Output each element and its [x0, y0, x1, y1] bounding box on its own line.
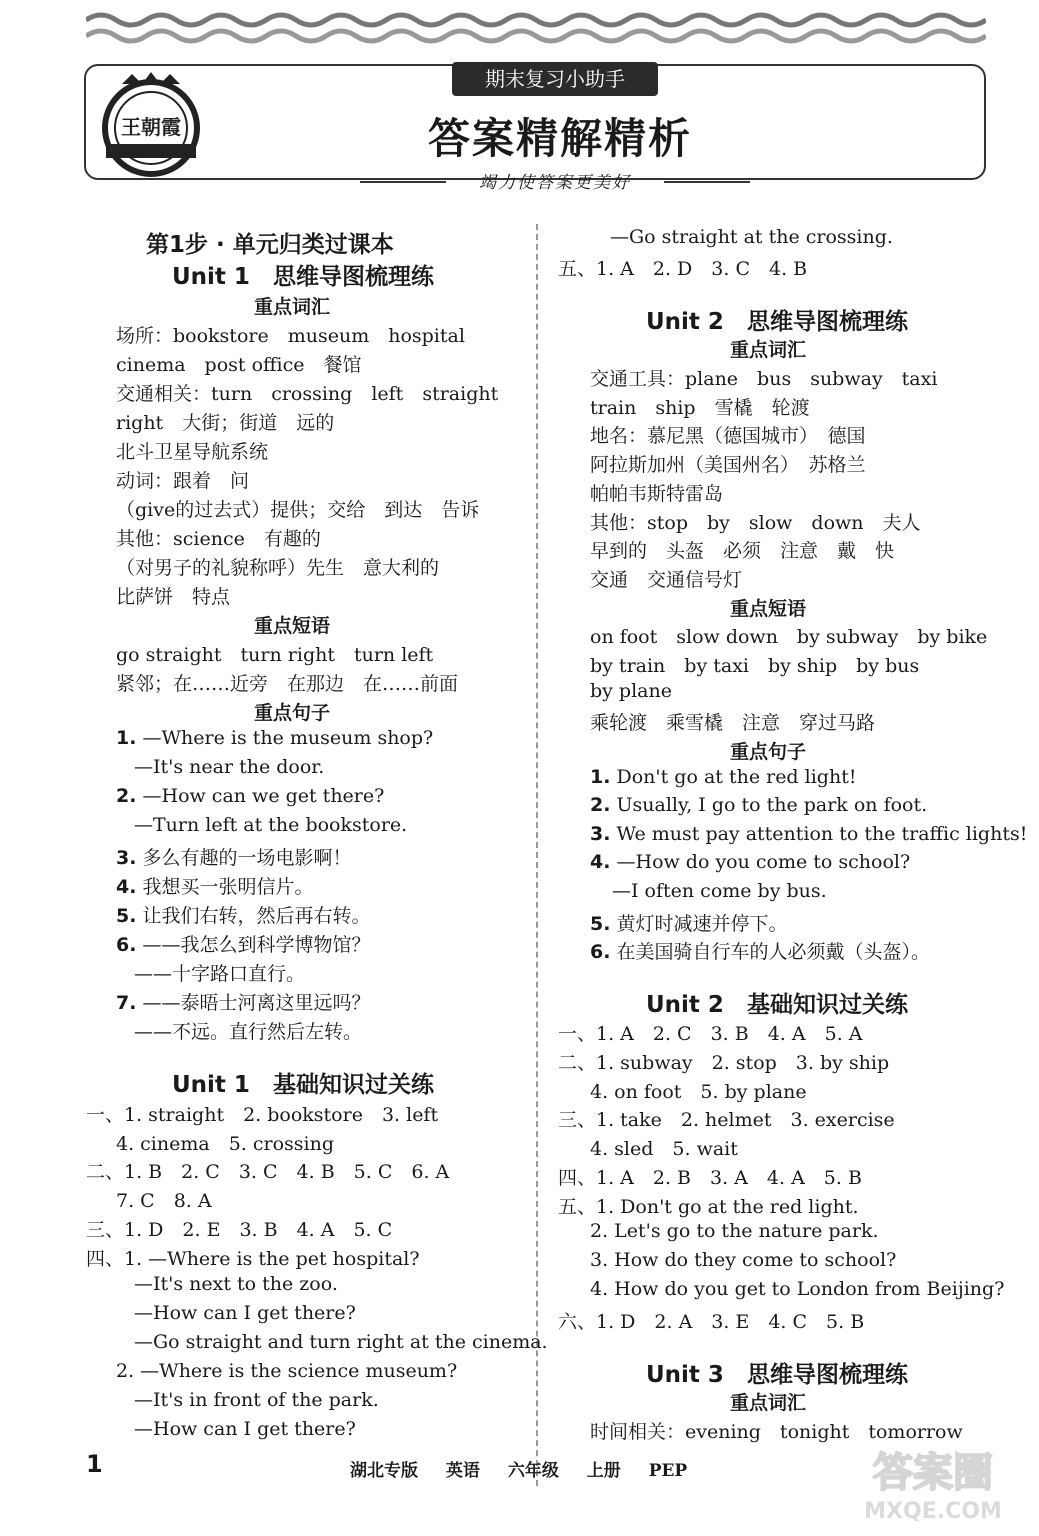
line-text: Unit 1 思维导图梳理练 [172, 264, 434, 290]
text-line [134, 1017, 362, 1044]
text-line [590, 794, 927, 816]
text-line [116, 785, 384, 807]
watermark-url: MXQE.COM [864, 1499, 1002, 1524]
line-text: right 大街；街道 远的 [116, 412, 335, 434]
line-text: —Turn left at the bookstore. [134, 814, 408, 836]
line-text: 7. C 8. A [116, 1190, 212, 1212]
text-line [134, 756, 324, 778]
line-text: Usually, I go to the park on foot. [616, 794, 928, 816]
item-number: 4. [590, 851, 611, 873]
item-number: 3. [116, 847, 137, 869]
line-text: 3. How do they come to school? [590, 1249, 897, 1271]
section-heading [172, 1066, 434, 1099]
text-line [86, 1215, 392, 1242]
line-text: —Go straight and turn right at the cinema. [134, 1331, 548, 1353]
text-line [590, 651, 919, 678]
line-text: 场所：bookstore museum hospital [116, 325, 465, 347]
text-line [116, 1360, 457, 1382]
line-text: —Where is the museum shop? [142, 727, 434, 749]
line-text: ——十字路口直行。 [134, 963, 306, 985]
text-line [590, 823, 1027, 845]
line-text: 北斗卫星导航系统 [116, 441, 269, 463]
text-line [116, 524, 321, 551]
line-text: （对男子的礼貌称呼）先生 意大利的 [116, 557, 440, 579]
footer-edition: 湖北专版 [350, 1461, 418, 1481]
text-line [116, 727, 433, 749]
line-text: 四、1. —Where is the pet hospital? [86, 1248, 420, 1270]
footer-grade: 六年级 [507, 1461, 559, 1481]
subsection-heading [730, 737, 806, 764]
line-text: 我想买一张明信片。 [142, 876, 314, 898]
text-line [134, 1273, 338, 1295]
line-text: 交通工具：plane bus subway taxi [590, 368, 938, 390]
text-line [590, 851, 910, 873]
text-line [590, 1134, 738, 1161]
line-text: 二、1. B 2. C 3. C 4. B 5. C 6. A [86, 1161, 450, 1183]
section-heading [646, 986, 908, 1019]
text-line [590, 393, 810, 420]
text-line [590, 450, 866, 477]
column-divider [536, 224, 538, 1486]
text-line [116, 582, 230, 609]
text-line [612, 880, 827, 902]
line-text: 二、1. subway 2. stop 3. by ship [558, 1052, 890, 1074]
section-heading [146, 226, 394, 259]
line-text: 4. sled 5. wait [590, 1138, 738, 1160]
wavy-header-decoration [86, 6, 986, 48]
subsection-heading [254, 698, 330, 725]
text-line [116, 988, 371, 1015]
line-text: 重点词汇 [730, 1392, 807, 1414]
text-line [590, 364, 937, 391]
subsection-heading [254, 611, 330, 638]
text-line [558, 254, 807, 281]
line-text: 黄灯时减速并停下。 [616, 913, 788, 935]
footer-info [350, 1456, 709, 1481]
item-number: 2. [116, 785, 137, 807]
text-line [116, 930, 371, 957]
section-heading [646, 1356, 908, 1389]
item-number: 5. [590, 913, 611, 935]
item-number: 1. [116, 727, 137, 749]
text-line [116, 466, 249, 493]
text-line [116, 553, 439, 580]
line-text: 重点词汇 [730, 339, 807, 361]
section-heading [172, 258, 434, 291]
line-text: 五、1. Don't go at the red light. [558, 1196, 859, 1218]
section-heading [646, 303, 908, 336]
line-text: 交通 交通信号灯 [590, 569, 743, 591]
line-text: ——不远。直行然后左转。 [134, 1021, 363, 1043]
line-text: We must pay attention to the traffic lights! [616, 823, 1028, 845]
line-text: ——泰晤士河离这里远吗？ [142, 992, 371, 1014]
line-text: 重点短语 [730, 598, 807, 620]
text-line [134, 1302, 356, 1324]
text-line [590, 909, 788, 936]
line-text: 2. —Where is the science museum? [116, 1360, 458, 1382]
logo-text: 王朝霞 [121, 115, 181, 139]
line-text: 其他：stop by slow down 夫人 [590, 512, 921, 534]
line-text: 时间相关：evening tonight tomorrow [590, 1421, 963, 1443]
text-line [116, 901, 371, 928]
text-line [116, 495, 479, 522]
subsection-heading [730, 594, 806, 621]
item-number: 7. [116, 992, 137, 1014]
text-line [558, 1192, 859, 1219]
brand-logo [92, 70, 210, 178]
subsection-heading [254, 292, 330, 319]
text-line [590, 1220, 879, 1242]
text-line [86, 1157, 449, 1184]
line-text: —It's near the door. [134, 756, 325, 778]
text-line [590, 421, 866, 448]
line-text: —How can I get there? [134, 1302, 356, 1324]
text-line [116, 1186, 212, 1213]
line-text: 4. on foot 5. by plane [590, 1081, 807, 1103]
line-text: 四、1. A 2. B 3. A 4. A 5. B [558, 1167, 862, 1189]
line-text: 早到的 头盔 必须 注意 戴 快 [590, 540, 895, 562]
slogan-rule-left [360, 181, 446, 183]
line-text: —I often come by bus. [612, 880, 827, 902]
text-line [116, 437, 268, 464]
line-text: 三、1. take 2. helmet 3. exercise [558, 1109, 895, 1131]
text-line [590, 508, 921, 535]
text-line [86, 1100, 438, 1127]
line-text: by train by taxi by ship by bus [590, 655, 920, 677]
line-text: 一、1. straight 2. bookstore 3. left [86, 1104, 439, 1126]
line-text: cinema post office 餐馆 [116, 354, 362, 376]
line-text: 重点短语 [254, 615, 331, 637]
line-text: 六、1. D 2. A 3. E 4. C 5. B [558, 1311, 865, 1333]
line-text: 动词：跟着 问 [116, 470, 250, 492]
line-text: Unit 2 思维导图梳理练 [646, 309, 908, 335]
text-line [116, 640, 433, 667]
footer-subject: 英语 [445, 1461, 480, 1481]
line-text: 紧邻；在……近旁 在那边 在……前面 [116, 673, 459, 695]
item-number: 6. [590, 941, 611, 963]
line-text: —How can I get there? [134, 1418, 356, 1440]
line-text: 比萨饼 特点 [116, 586, 231, 608]
line-text: 重点词汇 [254, 296, 331, 318]
line-text: —How do you come to school? [616, 851, 911, 873]
text-line [116, 379, 498, 406]
text-line [116, 669, 458, 696]
item-number: 4. [116, 876, 137, 898]
line-text: 三、1. D 2. E 3. B 4. A 5. C [86, 1219, 393, 1241]
line-text: 重点句子 [254, 702, 331, 724]
text-line [134, 959, 305, 986]
text-line [134, 1418, 356, 1440]
item-number: 2. [590, 794, 611, 816]
text-line [116, 872, 314, 899]
text-line [116, 1129, 334, 1156]
line-text: 在美国骑自行车的人必须戴（头盔）。 [616, 941, 931, 963]
text-line [116, 350, 361, 377]
slogan-rule-right [664, 181, 750, 183]
text-line [86, 1244, 420, 1271]
item-number: 6. [116, 934, 137, 956]
text-line [134, 1331, 548, 1353]
slogan: 竭力使答案更美好 [479, 173, 631, 193]
text-line [590, 708, 875, 735]
text-line [134, 1389, 379, 1411]
line-text: （give的过去式）提供；交给 到达 告诉 [116, 499, 480, 521]
line-text: —Go straight at the crossing. [610, 226, 893, 248]
line-text: 多么有趣的一场电影啊！ [142, 847, 352, 869]
text-line [590, 766, 856, 788]
line-text: 第1步 · 单元归类过课本 [146, 232, 394, 258]
text-line [134, 814, 407, 836]
text-line [590, 565, 742, 592]
line-text: —It's in front of the park. [134, 1389, 379, 1411]
line-text: Unit 1 基础知识过关练 [172, 1072, 434, 1098]
item-number: 5. [116, 905, 137, 927]
text-line [590, 1249, 896, 1271]
text-line [558, 1019, 863, 1046]
line-text: 4. cinema 5. crossing [116, 1133, 335, 1155]
line-text: 帕帕韦斯特雷岛 [590, 483, 724, 505]
text-line [590, 1417, 963, 1444]
text-line [116, 321, 465, 348]
page-number: 1 [86, 1450, 103, 1478]
line-text: Unit 2 基础知识过关练 [646, 992, 908, 1018]
item-number: 1. [590, 766, 611, 788]
page-title: 答案精解精析 [427, 114, 692, 163]
text-line [558, 1163, 862, 1190]
footer-volume: 上册 [586, 1461, 621, 1481]
text-line [590, 536, 894, 563]
text-line [558, 1048, 889, 1075]
text-line [590, 1077, 807, 1104]
text-line [590, 622, 987, 649]
line-text: 交通相关：turn crossing left straight [116, 383, 499, 405]
line-text: —It's next to the zoo. [134, 1273, 338, 1295]
line-text: 阿拉斯加州（美国州名） 苏格兰 [590, 454, 866, 476]
footer-publisher: PEP [648, 1461, 688, 1481]
line-text: on foot slow down by subway by bike [590, 626, 988, 648]
text-line [558, 1307, 864, 1334]
line-text: ——我怎么到科学博物馆？ [142, 934, 371, 956]
line-text: by plane [590, 680, 672, 702]
line-text: 4. How do you get to London from Beijing? [590, 1278, 1005, 1300]
watermark-text: 答案圈 [873, 1450, 993, 1496]
watermark-logo [838, 1444, 1028, 1524]
line-text: 2. Let's go to the nature park. [590, 1220, 879, 1242]
helper-label: 期末复习小助手 [452, 62, 658, 96]
line-text: 乘轮渡 乘雪橇 注意 穿过马路 [590, 712, 876, 734]
line-text: Unit 3 思维导图梳理练 [646, 1362, 908, 1388]
line-text: 重点句子 [730, 741, 807, 763]
text-line [590, 479, 723, 506]
line-text: 其他：science 有趣的 [116, 528, 321, 550]
line-text: 让我们右转，然后再右转。 [142, 905, 371, 927]
line-text: go straight turn right turn left [116, 644, 434, 666]
subsection-heading [730, 335, 806, 362]
item-number: 3. [590, 823, 611, 845]
text-line [590, 680, 672, 702]
line-text: 地名：慕尼黑（德国城市） 德国 [590, 425, 866, 447]
text-line [590, 1278, 1004, 1300]
line-text: 一、1. A 2. C 3. B 4. A 5. A [558, 1023, 863, 1045]
text-line [610, 226, 893, 248]
text-line [590, 937, 930, 964]
line-text: 五、1. A 2. D 3. C 4. B [558, 258, 808, 280]
text-line [116, 843, 352, 870]
line-text: —How can we get there? [142, 785, 385, 807]
line-text: Don't go at the red light! [616, 766, 857, 788]
subsection-heading [730, 1388, 806, 1415]
line-text: train ship 雪橇 轮渡 [590, 397, 810, 419]
text-line [558, 1105, 895, 1132]
text-line [116, 408, 334, 435]
